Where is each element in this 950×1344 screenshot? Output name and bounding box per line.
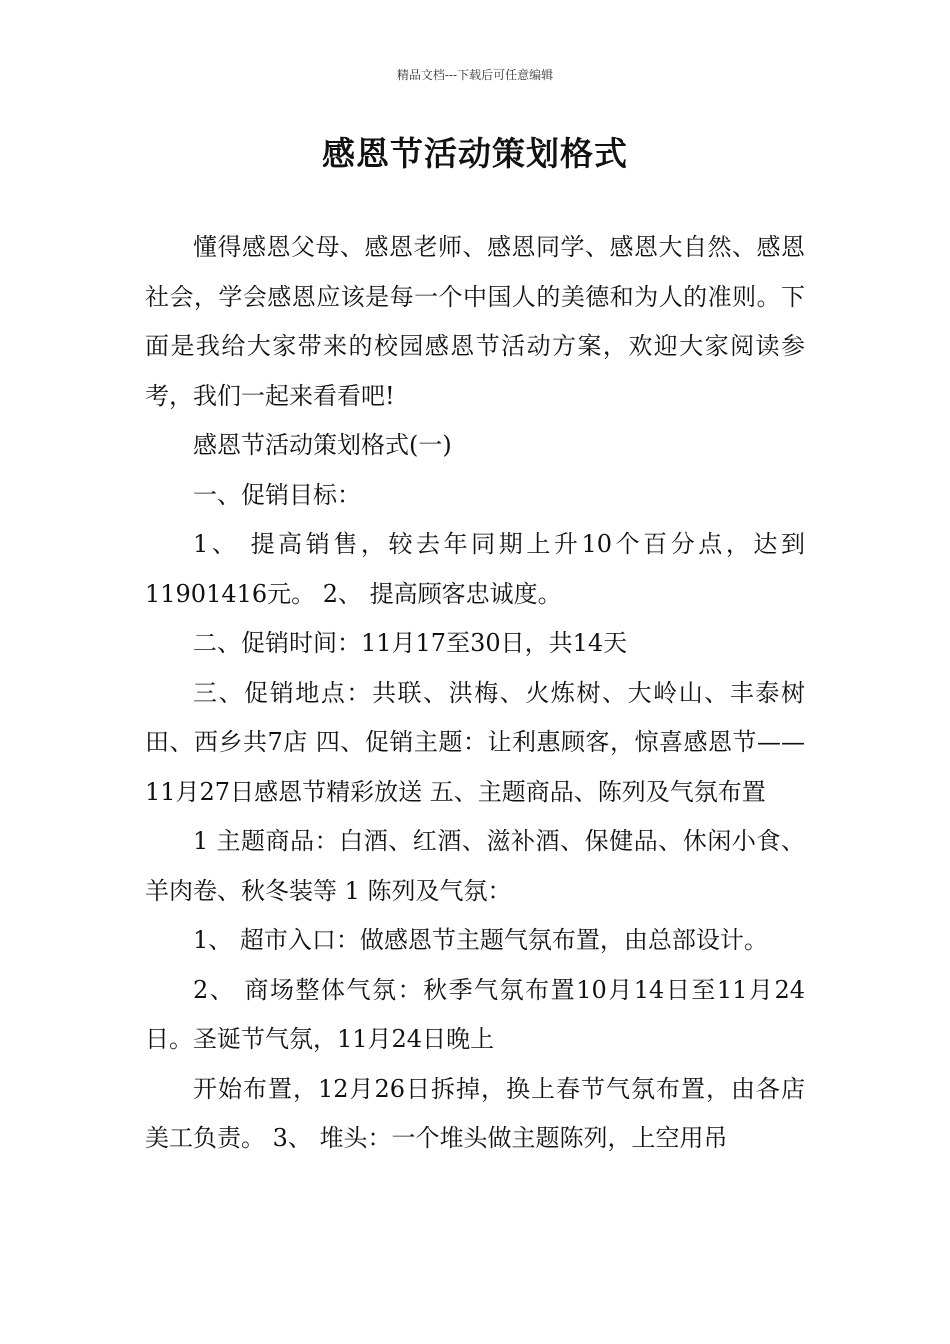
paragraph-products: 1 主题商品：白酒、红酒、滋补酒、保健品、休闲小食、羊肉卷、秋冬装等 1 陈列及气氛： xyxy=(145,827,805,905)
document-title: 感恩节活动策划格式 xyxy=(322,134,628,173)
paragraph-location-theme: 三、促销地点：共联、洪梅、火炼树、大岭山、丰泰树田、西乡共7店 四、促销主题：让利惠顾客，惊喜感恩节——11月27日感恩节精彩放送 五、主题商品、陈列及气氛布置 xyxy=(145,678,805,806)
paragraph-section-heading: 感恩节活动策划格式(一) xyxy=(193,431,452,459)
paragraph-atmosphere: 2、 商场整体气氛：秋季气氛布置10月14日至11月24日。圣诞节气氛，11月24日晚上 xyxy=(145,975,805,1053)
paragraph-setup: 开始布置，12月26日拆掉，换上春节气氛布置，由各店美工负责。 3、 堆头：一个堆头做主题陈列，上空用吊 xyxy=(145,1074,805,1152)
page-header-note: 精品文档---下载后可任意编辑 xyxy=(396,68,554,82)
paragraph-goal-heading: 一、促销目标： xyxy=(193,480,361,509)
paragraph-time: 二、促销时间：11月17至30日，共14天 xyxy=(193,629,628,657)
paragraph-entrance: 1、 超市入口：做感恩节主题气氛布置，由总部设计。 xyxy=(193,926,768,954)
paragraph-goal-items: 1、 提高销售，较去年同期上升10个百分点，达到11901416元。 2、 提高顾客忠诚度。 xyxy=(145,530,805,608)
paragraph-intro: 懂得感恩父母、感恩老师、感恩同学、感恩大自然、感恩社会，学会感恩应该是每一个中国人的美德和为人的准则。下面是我给大家带来的校园感恩节活动方案，欢迎大家阅读参考，我们一起来看看吧! xyxy=(145,233,805,410)
document-body xyxy=(145,223,805,1164)
